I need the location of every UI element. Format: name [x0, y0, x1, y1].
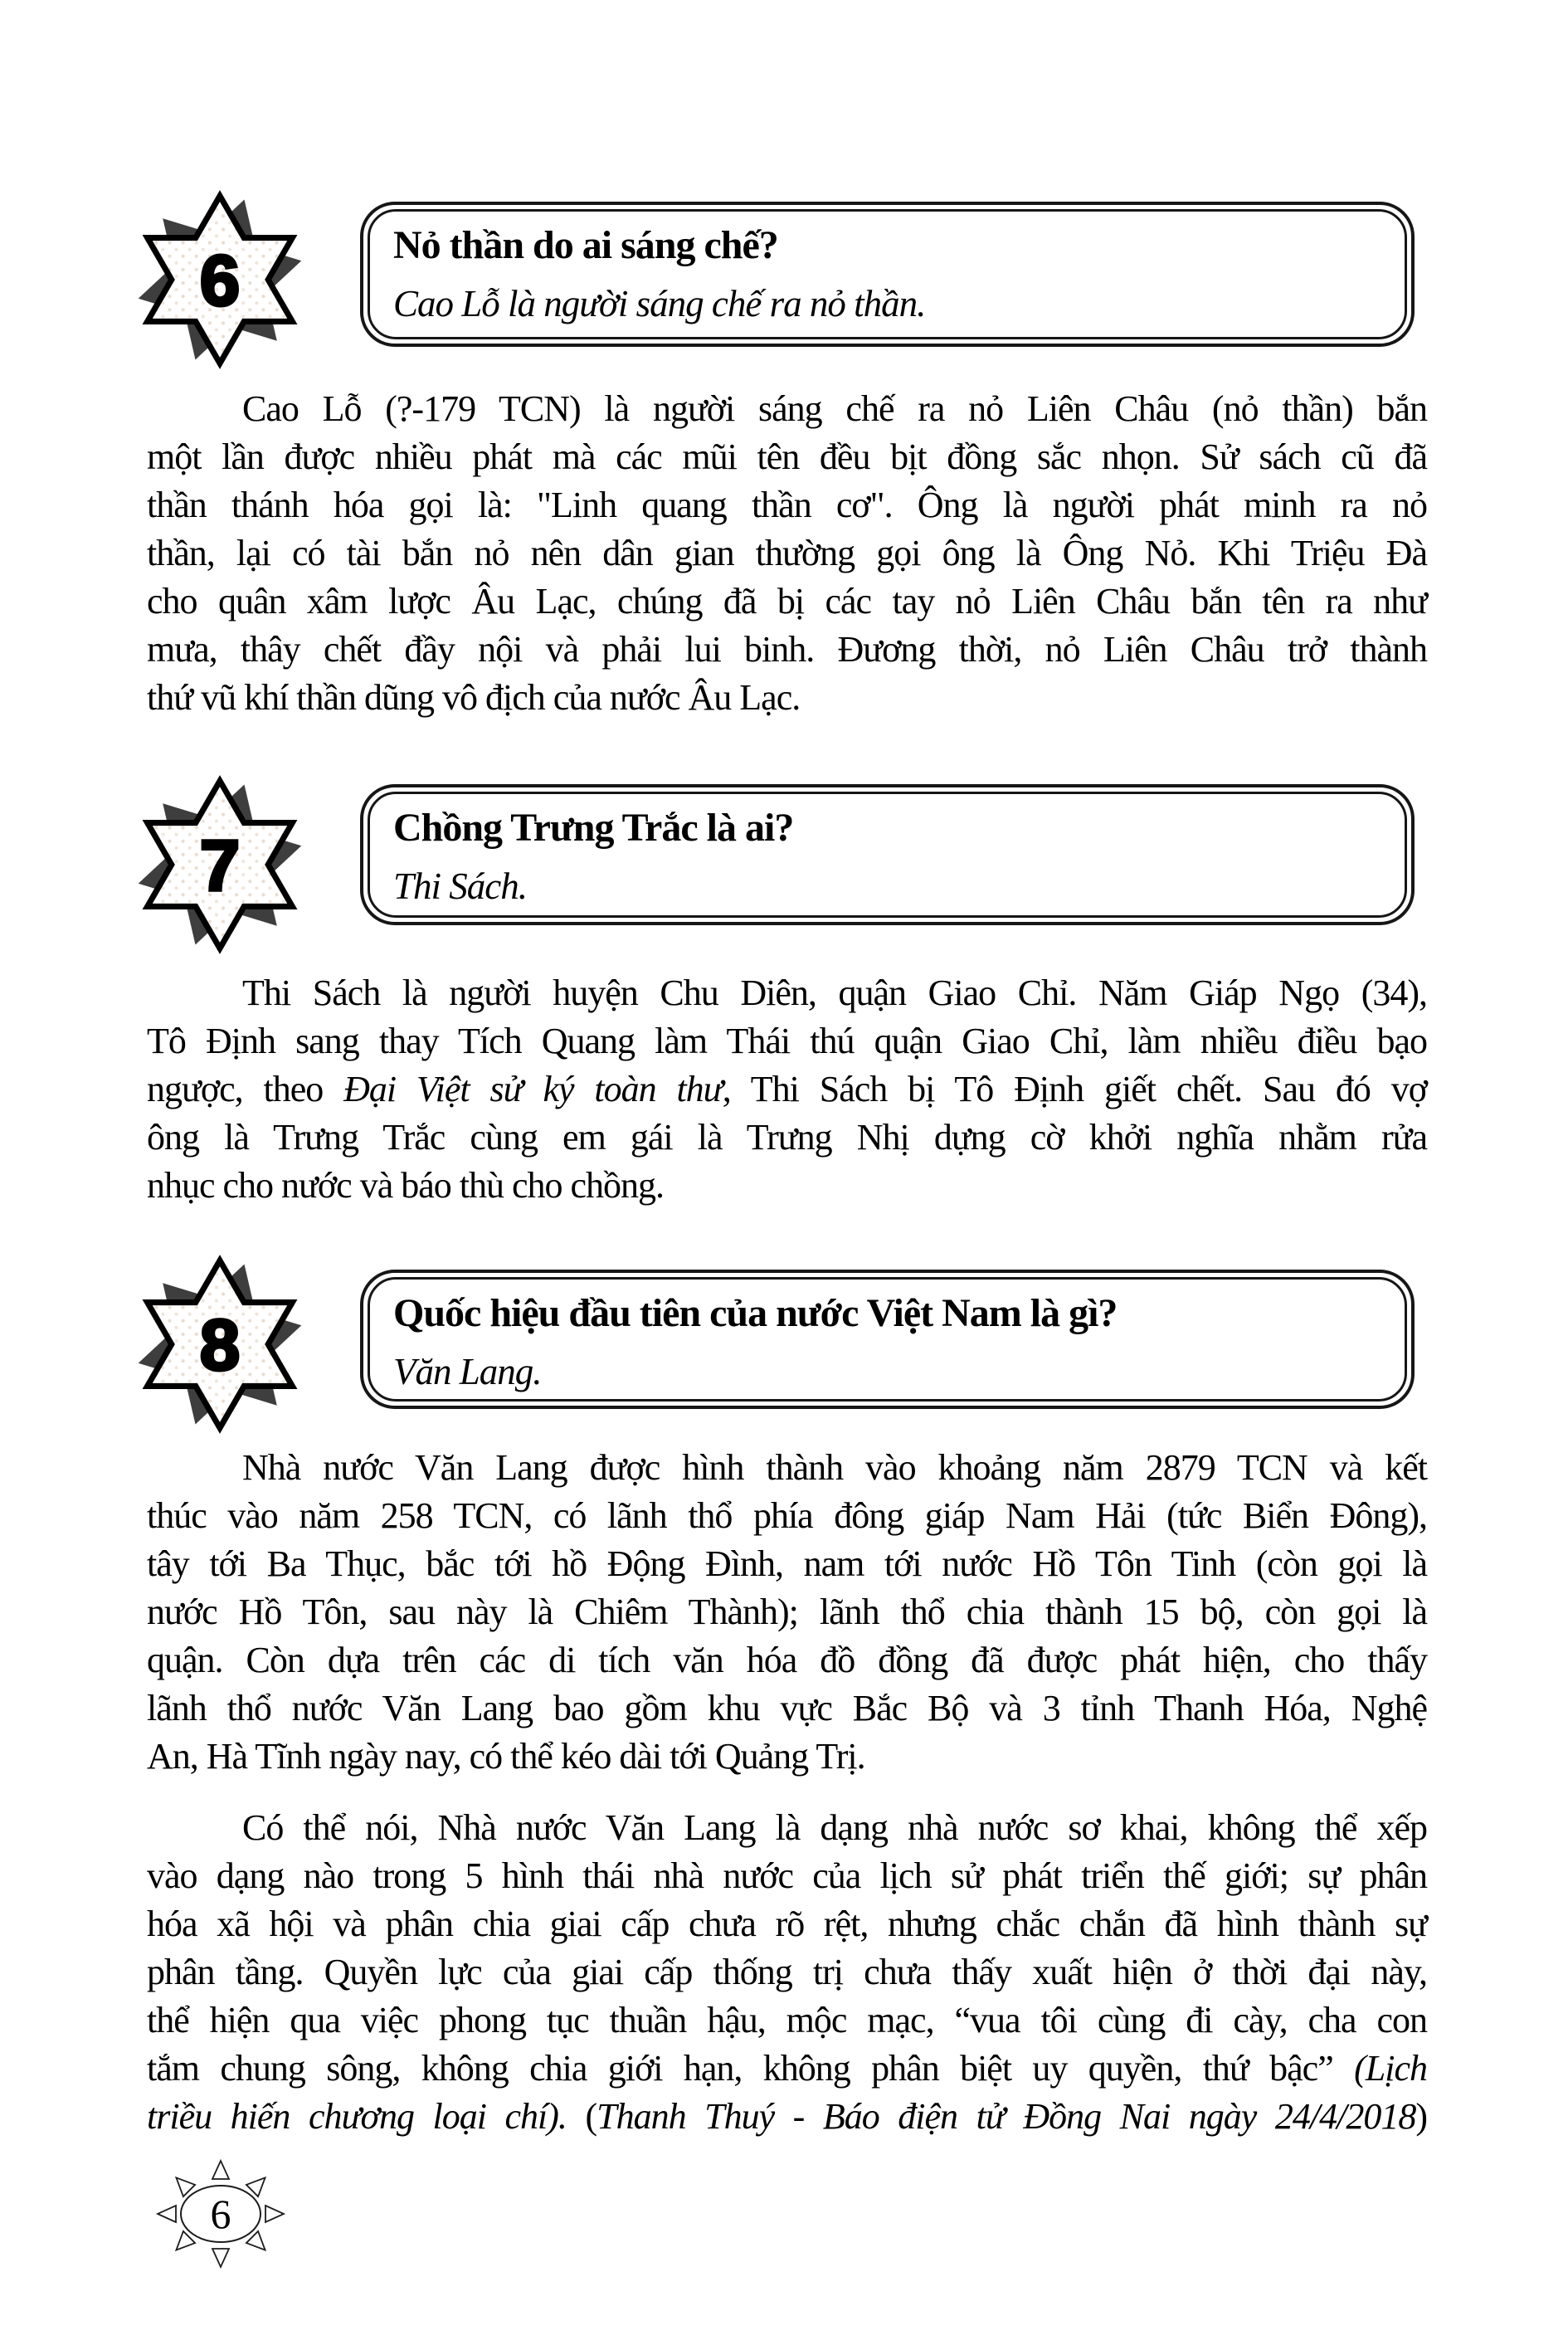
sun-ray-icon — [265, 2206, 284, 2222]
answer-text: Cao Lỗ là người sáng chế ra nỏ thần. — [393, 283, 926, 324]
text-segment: An, Hà Tĩnh ngày nay, có thể kéo dài tới Quảng Trị. — [147, 1736, 865, 1777]
italic-text-segment: Thanh Thuý - Báo điện tử Đồng Nai ngày 24/4/2018 — [597, 2096, 1416, 2137]
text-line — [147, 529, 1427, 578]
sun-ray-icon — [212, 2161, 229, 2179]
text-line — [147, 1017, 1427, 1065]
text-segment: Tô Định sang thay Tích Quang làm Thái thú quận Giao Chỉ, làm nhiều điều bạo — [147, 1021, 1427, 1061]
italic-text-segment: Đại Việt sử ký toàn thư — [343, 1069, 723, 1109]
text-segment: tây tới Ba Thục, bắc tới hồ Động Đình, nam tới nước Hồ Tôn Tinh (còn gọi là — [147, 1543, 1427, 1584]
text-line — [147, 1948, 1427, 1996]
question-box-7 — [360, 784, 1415, 925]
text-line — [147, 969, 1427, 1017]
text-line — [147, 1114, 1427, 1162]
text-line — [147, 1852, 1427, 1900]
answer-text: Văn Lang. — [393, 1351, 542, 1392]
text-segment: lãnh thổ nước Văn Lang bao gồm khu vực Bắc Bộ và 3 tỉnh Thanh Hóa, Nghệ — [147, 1688, 1427, 1728]
text-segment: Cao Lỗ (?-179 TCN) là người sáng chế ra nỏ Liên Châu (nỏ thần) bắn — [242, 388, 1427, 429]
text-segment: thể hiện qua việc phong tục thuần hậu, mộc mạc, “vua tôi cùng đi cày, cha con — [147, 2000, 1427, 2040]
text-segment: ) — [1415, 2096, 1427, 2137]
page-number-sun-ornament — [150, 2152, 293, 2278]
italic-text-segment: (Lịch — [1354, 2048, 1427, 2089]
text-line — [147, 1636, 1427, 1684]
question-number: 7 — [199, 825, 241, 906]
text-segment: thần thánh hóa gọi là: "Linh quang thần cơ". Ông là người phát minh ra nỏ — [147, 485, 1427, 525]
text-segment: ông là Trưng Trắc cùng em gái là Trưng Nhị dựng cờ khởi nghĩa nhằm rửa — [147, 1117, 1427, 1158]
sun-ray-icon — [212, 2249, 229, 2267]
text-segment: thúc vào năm 258 TCN, có lãnh thổ phía đông giáp Nam Hải (tức Biển Đông), — [147, 1495, 1427, 1536]
text-line — [147, 1996, 1427, 2045]
question-box-8 — [360, 1270, 1415, 1409]
sun-ray-icon — [158, 2206, 176, 2222]
question-box-inner — [368, 209, 1407, 339]
question-box-inner — [368, 792, 1407, 918]
question-box-6 — [360, 202, 1415, 347]
text-segment: cho quân xâm lược Âu Lạc, chúng đã bị các tay nỏ Liên Châu bắn tên ra như — [147, 581, 1427, 622]
question-6-star-badge — [124, 183, 316, 376]
text-segment: Nhà nước Văn Lang được hình thành vào khoảng năm 2879 TCN và kết — [242, 1447, 1427, 1488]
text-segment: tắm chung sông, không chia giới hạn, không phân biệt uy quyền, thứ bậc” — [147, 2048, 1355, 2089]
sun-ray-icon — [170, 2172, 195, 2196]
text-line — [147, 1900, 1427, 1948]
text-line — [147, 481, 1427, 529]
paragraph — [147, 385, 1427, 722]
text-line — [147, 2045, 1427, 2093]
sun-ray-icon — [170, 2231, 195, 2256]
page-number: 6 — [210, 2191, 231, 2237]
text-line — [147, 1684, 1427, 1733]
text-line — [147, 2093, 1427, 2141]
text-segment: nước Hồ Tôn, sau này là Chiêm Thành); lãnh thổ chia thành 15 bộ, còn gọi là — [147, 1592, 1427, 1632]
sun-ray-icon — [246, 2172, 271, 2196]
text-line — [147, 1065, 1427, 1114]
question-text: Chồng Trưng Trắc là ai? — [393, 806, 794, 850]
text-segment: ( — [566, 2096, 597, 2137]
text-segment: một lần được nhiều phát mà các mũi tên đều bịt đồng sắc nhọn. Sử sách cũ đã — [147, 436, 1427, 477]
text-line — [147, 1444, 1427, 1492]
text-line — [147, 385, 1427, 433]
question-number: 8 — [199, 1304, 241, 1386]
paragraph — [147, 1804, 1427, 2141]
question-8-star-badge — [124, 1248, 316, 1441]
text-line — [147, 433, 1427, 481]
text-segment: vào dạng nào trong 5 hình thái nhà nước của lịch sử phát triển thế giới; sự phân — [147, 1855, 1427, 1896]
text-line — [147, 1162, 1427, 1210]
answer-text: Thi Sách. — [393, 865, 528, 907]
text-segment: phân tầng. Quyền lực của giai cấp thống trị chưa thấy xuất hiện ở thời đại này, — [147, 1952, 1427, 1992]
question-number: 6 — [199, 240, 241, 321]
italic-text-segment: triều hiến chương loại chí). — [147, 2096, 567, 2137]
text-segment: quận. Còn dựa trên các di tích văn hóa đồ đồng đã được phát hiện, cho thấy — [147, 1640, 1427, 1680]
text-segment: Có thể nói, Nhà nước Văn Lang là dạng nhà nước sơ khai, không thể xếp — [242, 1807, 1427, 1848]
question-text: Nỏ thần do ai sáng chế? — [393, 223, 778, 267]
sun-ray-icon — [246, 2231, 271, 2256]
text-segment: ngược, theo — [147, 1069, 344, 1109]
text-line — [147, 674, 1427, 722]
question-7-star-badge — [124, 768, 316, 961]
text-line — [147, 578, 1427, 626]
text-segment: mưa, thây chết đầy nội và phải lui binh. Đương thời, nỏ Liên Châu trở thành — [147, 629, 1427, 670]
text-segment: nhục cho nước và báo thù cho chồng. — [147, 1165, 665, 1206]
question-text: Quốc hiệu đầu tiên của nước Việt Nam là gì? — [393, 1291, 1118, 1335]
text-line — [147, 1540, 1427, 1588]
text-line — [147, 1492, 1427, 1540]
text-segment: Thi Sách là người huyện Chu Diên, quận Giao Chỉ. Năm Giáp Ngọ (34), — [242, 973, 1427, 1013]
paragraph — [147, 969, 1427, 1210]
text-line — [147, 626, 1427, 674]
paragraph — [147, 1444, 1427, 1781]
text-line — [147, 1733, 1427, 1781]
text-segment: hóa xã hội và phân chia giai cấp chưa rõ rệt, nhưng chắc chắn đã hình thành sự — [147, 1904, 1427, 1944]
text-segment: thần, lại có tài bắn nỏ nên dân gian thường gọi ông là Ông Nỏ. Khi Triệu Đà — [147, 533, 1427, 573]
question-box-inner — [368, 1277, 1407, 1402]
text-line — [147, 1804, 1427, 1852]
text-line — [147, 1588, 1427, 1636]
text-segment: , Thi Sách bị Tô Định giết chết. Sau đó vợ — [722, 1069, 1428, 1109]
text-segment: thứ vũ khí thần dũng vô địch của nước Âu Lạc. — [147, 677, 801, 718]
